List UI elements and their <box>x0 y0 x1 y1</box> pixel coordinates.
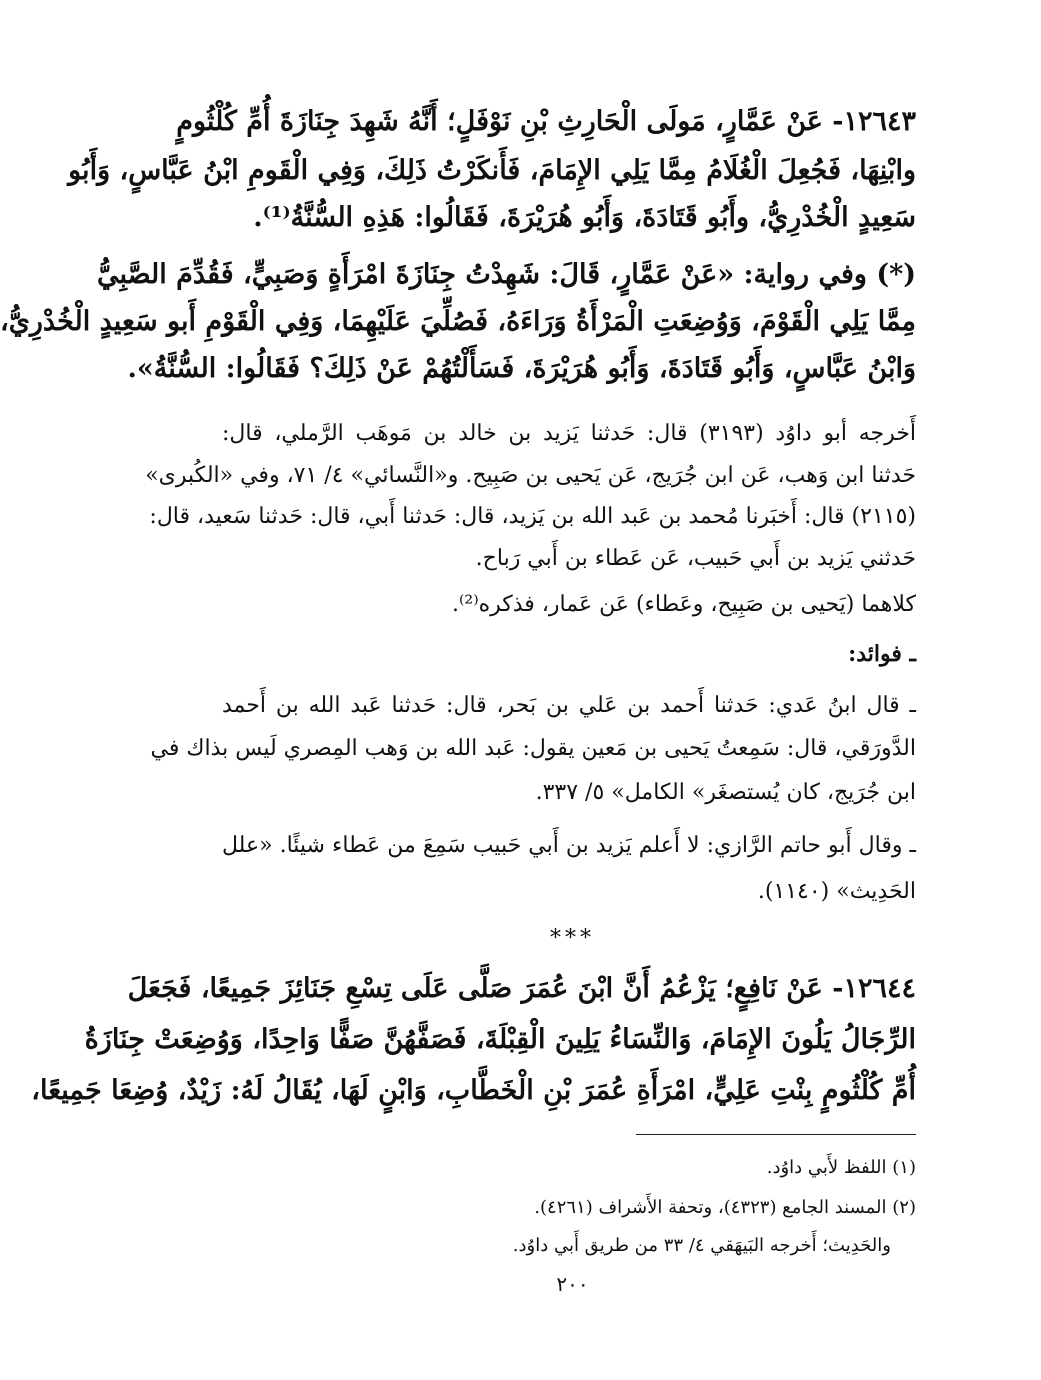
riwaya-line-1: (*) وفي رواية: «عَنْ عَمَّارٍ، قَالَ: شَهِدْتُ جِنَازَةَ امْرَأَةٍ وَصَبِيٍّ، فَقُدِّمَ الصَّبِيُّ <box>96 259 916 290</box>
abu-hatim-line-2: الحَدِيث» (١١٤٠). <box>757 879 916 904</box>
hadith-12643-line-2: وابْنِهَا، فَجُعِلَ الْغُلَامُ مِمَّا يَلِي الإِمَامَ، فَأَنكَرْتُ ذَلِكَ، وَفِي الْقَومِ ابْنُ عَبَّاسٍ، وَأَبُو <box>68 155 916 186</box>
ibn-adi-line-2: الدَّورَقي، قال: سَمِعتُ يَحيى بن مَعين يقول: عَبد الله بن وَهب المِصري لَيس بذاك في <box>150 736 916 761</box>
footnote-1: (١) اللفظ لأَبي داوُد. <box>766 1157 916 1178</box>
footnote-2-continuation: والحَدِيث؛ أَخرجه البَيهَقي ٤/ ٣٣ من طريق أَبي داوُد. <box>512 1235 891 1256</box>
abu-hatim-line-1: ـ وقال أَبو حاتم الرَّازي: لا أَعلم يَزيد بن أَبي حَبيب سَمِعَ من عَطاء شيئًا. «علل <box>222 833 916 858</box>
hadith-12643-line-3: سَعِيدٍ الْخُدْرِيُّ، وأَبُو قَتَادَةَ، وَأَبُو هُرَيْرَةَ، فَقَالُوا: هَذِهِ السُّنَّةُ⁽¹⁾. <box>253 202 916 233</box>
takhrij-line-3: (٢١١٥) قال: أَخبَرنا مُحمد بن عَبد الله بن يَزيد، قال: حَدثنا أَبي، قال: حَدثنا سَعيد، قال: <box>149 504 916 529</box>
takhrij-line-4: حَدثني يَزيد بن أَبي حَبيب، عَن عَطاء بن أَبي رَباح. <box>475 546 916 571</box>
riwaya-line-2: مِمَّا يَلِي الْقَوْمَ، وَوُضِعَتِ الْمَرْأَةُ وَرَاءَهُ، فَصُلِّيَ عَلَيْهِمَا، وَفِي الْقَوْمِ أَبو سَعِيدٍ الْخُدْرِيُّ، <box>0 306 916 337</box>
footnote-2: (٢) المسند الجامع (٤٣٢٣)، وتحفة الأَشراف (٤٢٦١). <box>534 1197 916 1218</box>
riwaya-line-3: وَابْنُ عَبَّاسٍ، وَأَبُو قَتَادَةَ، وَأَبُو هُرَيْرَةَ، فَسَأَلْتُهُمْ عَنْ ذَلِكَ؟ فَقَالُوا: السُّنَّةُ». <box>127 353 916 384</box>
hadith-12643-line-1: ١٢٦٤٣- عَنْ عَمَّارٍ، مَولَى الْحَارِثِ بْنِ نَوْفَلٍ؛ أَنَّهُ شَهِدَ جِنَازَةَ أُمِّ كُلْثُومٍ <box>176 106 916 137</box>
fawaid-heading: ـ فوائد: <box>848 641 916 667</box>
footnote-divider <box>636 1134 916 1135</box>
takhrij-line-1: أَخرجه أبو داوُد (٣١٩٣) قال: حَدثنا يَزيد بن خالد بن مَوهَب الرَّملي، قال: <box>222 421 916 446</box>
hadith-12644-line-3: أُمِّ كُلْثُومٍ بِنْتِ عَلِيٍّ، امْرَأَةِ عُمَرَ بْنِ الْخَطَّابِ، وَابْنٍ لَهَا، يُقَالُ لَهُ: زَيْدٌ، وُضِعَا جَمِيعًا، <box>31 1075 916 1106</box>
takhrij-line-2: حَدثنا ابن وَهب، عَن ابن جُرَيج، عَن يَحيى بن صَبِيح. و«النَّسائي» ٤/ ٧١، وفي «الكُبرى» <box>145 463 916 488</box>
page-number: ٢٠٠ <box>556 1272 589 1296</box>
hadith-12644-line-2: الرِّجَالُ يَلُونَ الإِمَامَ، وَالنِّسَاءُ يَلِينَ الْقِبْلَةَ، فَصَفَّهُنَّ صَفًّا وَاحِدًا، وَوُضِعَتْ جِنَازَةُ <box>84 1024 916 1055</box>
ibn-adi-line-3: ابن جُرَيج، كان يُستصغَر» الكامل» ٥/ ٣٣٧. <box>535 780 916 805</box>
hadith-12644-line-1: ١٢٦٤٤- عَنْ نَافِعٍ؛ يَزْعُمُ أَنَّ ابْنَ عُمَرَ صَلَّى عَلَى تِسْعِ جَنَائِزَ جَمِيعًا، فَجَعَلَ <box>127 973 916 1004</box>
ibn-adi-line-1: ـ قال ابنُ عَدي: حَدثنا أَحمد بن عَلي بن بَحر، قال: حَدثنا عَبد الله بن أَحمد <box>222 693 916 718</box>
section-separator: *** <box>550 926 595 951</box>
kilahuma-line: كلاهما (يَحيى بن صَبِيح، وعَطاء) عَن عَمار، فذكره⁽²⁾. <box>451 592 916 617</box>
